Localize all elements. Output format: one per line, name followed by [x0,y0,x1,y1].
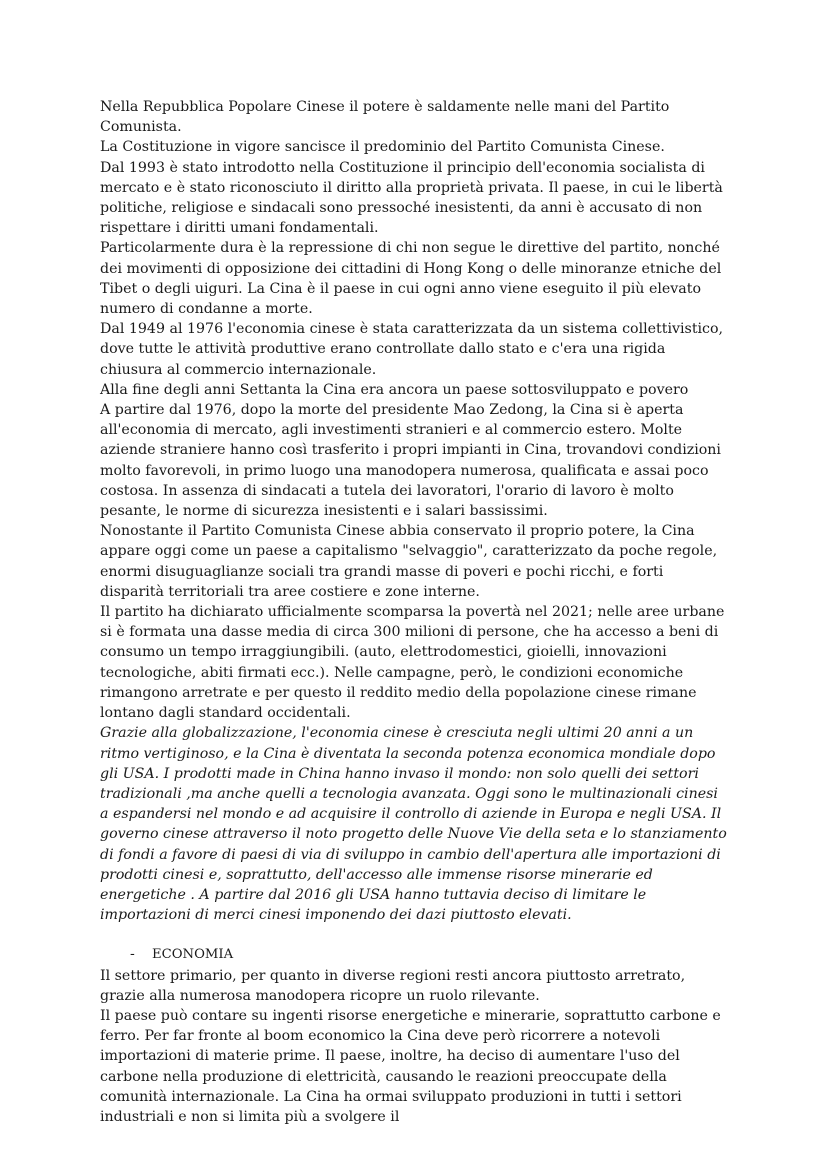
paragraph-primary-sector: Il settore primario, per quanto in diverse regioni resti ancora piuttosto arretrato, grazie alla numerosa manodopera ricopre un ruolo rilevante. [100,967,686,1004]
heading-bullet: - [130,946,135,963]
paragraph-market-economy: Dal 1993 è stato introdotto nella Costituzione il principio dell'economia socialista di mercato e è stato riconosciuto il diritto alla proprietà privata. Il paese, in cui le libertà politiche, religiose e sindacali sono pressoché inesistenti, da anni è accusato di non rispettare i diritti umani fondamentali. [100,159,723,237]
paragraph-collectivism: Dal 1949 al 1976 l'economia cinese è stata caratterizzata da un sistema collettivistico, dove tutte le attività produttive erano controllate dallo stato e c'era una rigida chiusura al commercio internazionale. [100,321,724,378]
section-heading-economia [130,944,730,965]
paragraph-resources: Il paese può contare su ingenti risorse energetiche e minerarie, soprattutto carbone e ferro. Per far fronte al boom economico la Cina deve però ricorrere a notevoli importazioni di materie prime. Il paese, inoltre, ha deciso di aumentare l'uso del carbone nella produzione di elettricità, causando le reazioni preoccupate della comunità internazionale. La Cina ha ormai sviluppato produzioni in tutti i settori industriali e non si limita più a svolgere il [100,1007,721,1125]
paragraph-constitution: La Costituzione in vigore sancisce il predominio del Partito Comunista Cinese. [100,139,665,156]
document-page [100,97,730,1127]
paragraph-opening: A partire dal 1976, dopo la morte del presidente Mao Zedong, la Cina si è aperta all'economia di mercato, agli investimenti stranieri e al commercio estero. Molte aziende straniere hanno così trasferito i propri impianti in Cina, trovandovi condizioni molto favorevoli, in primo luogo una manodopera numerosa, qualificata e assai poco costosa. In assenza di sindacati a tutela dei lavoratori, l'orario di lavoro è molto pesante, le norme di sicurezza inesistenti e i salari bassissimi. [100,402,721,520]
paragraph-repression: Particolarmente dura è la repressione di chi non segue le direttive del partito, nonché dei movimenti di opposizione dei cittadini di Hong Kong o delle minoranze etniche del Tibet o degli uiguri. La Cina è il paese in cui ogni anno viene eseguito il più elevato numero di condanne a morte. [100,240,722,318]
paragraph-capitalism: Nonostante il Partito Comunista Cinese abbia conservato il proprio potere, la Cina appare oggi come un paese a capitalismo "selvaggio", caratterizzato da poche regole, enormi disuguaglianze sociali tra grandi masse di poveri e pochi ricchi, e forti disparità territoriali tra aree costiere e zone interne. [100,523,718,600]
paragraph-poverty: Il partito ha dichiarato ufficialmente scomparsa la povertà nel 2021; nelle aree urbane si è formata una dasse media di circa 300 milioni di persone, che ha accesso a beni di consumo un tempo irraggiungibili. (auto, elettrodomestici, gioielli, innovazioni tecnologiche, abiti firmati ecc.). Nelle campagne, però, le condizioni economiche rimangono arretrate e per questo il reddito medio della popolazione cinese rimane lontano dagli standard occidentali. [100,604,725,722]
heading-label: ECONOMIA [152,947,234,963]
paragraph-power: Nella Repubblica Popolare Cinese il potere è saldamente nelle mani del Partito Comunista. [100,99,670,136]
paragraph-globalization: Grazie alla globalizzazione, l'economia cinese è cresciuta negli ultimi 20 anni a un ritmo vertiginoso, e la Cina è diventata la seconda potenza economica mondiale dopo gli USA. I prodotti made in China hanno invaso il mondo: non solo quelli dei settori tradizionali ,ma anche quelli a tecnologia avanzata. Oggi sono le multinazionali cinesi a espandersi nel mondo e ad acquisire il controllo di aziende in Europa e negli USA. Il governo cinese attraverso il noto progetto delle Nuove Vie della seta e lo stanziamento di fondi a favore di paesi di via di sviluppo in cambio dell'apertura alle importazioni di prodotti cinesi e, soprattutto, dell'accesso alle immense risorse minerarie ed energetiche . A partire dal 2016 gli USA hanno tuttavia deciso di limitare le importazioni di merci cinesi imponendo dei dazi piuttosto elevati. [100,725,727,924]
paragraph-underdeveloped: Alla fine degli anni Settanta la Cina era ancora un paese sottosviluppato e povero [100,381,689,398]
